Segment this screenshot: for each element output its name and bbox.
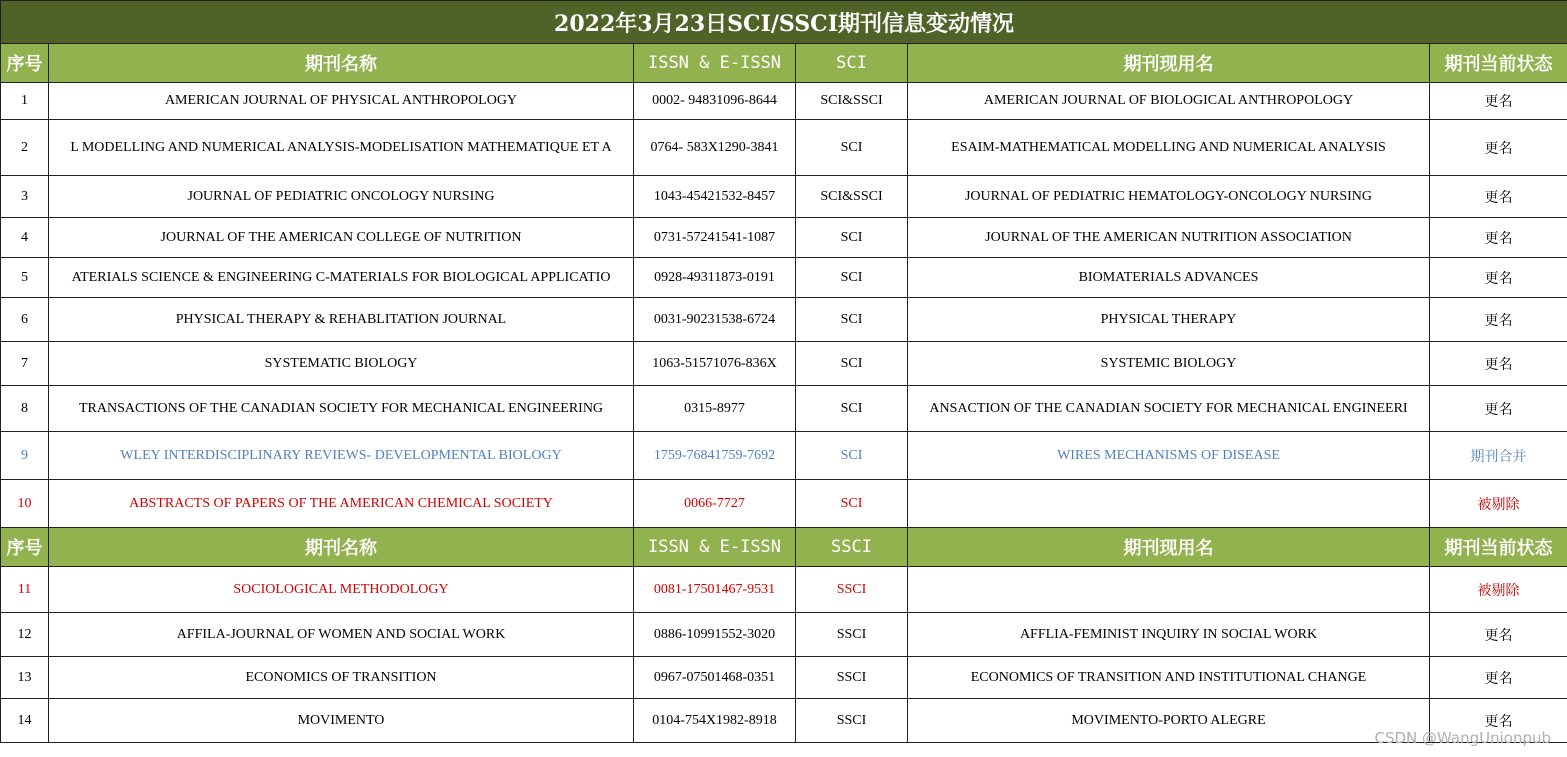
header-status: 期刊当前状态 [1430,44,1567,83]
cell-index: SCI [796,480,908,528]
cell-issn: 0731-57241541-1087 [634,218,796,258]
cell-journal-name: ATERIALS SCIENCE & ENGINEERING C-MATERIALS FOR BIOLOGICAL APPLICATIO [49,258,634,298]
cell-journal-name: SOCIOLOGICAL METHODOLOGY [49,567,634,613]
cell-issn: 1043-45421532-8457 [634,176,796,218]
table-row [1,432,1567,480]
table-row [1,386,1567,432]
cell-current-name: MOVIMENTO-PORTO ALEGRE [908,699,1430,743]
table-row [1,480,1567,528]
cell-issn: 0081-17501467-9531 [634,567,796,613]
cell-current-name: SYSTEMIC BIOLOGY [908,342,1430,386]
table-row [1,298,1567,342]
cell-status: 更名 [1430,699,1567,743]
cell-index: SCI [796,432,908,480]
cell-journal-name: JOURNAL OF THE AMERICAN COLLEGE OF NUTRITION [49,218,634,258]
cell-current-name [908,480,1430,528]
cell-index: SCI [796,298,908,342]
cell-issn: 0928-49311873-0191 [634,258,796,298]
cell-issn: 1063-51571076-836X [634,342,796,386]
cell-status: 更名 [1430,83,1567,120]
header-row [1,44,1567,83]
cell-no: 8 [1,386,49,432]
cell-status: 更名 [1430,657,1567,699]
cell-journal-name: JOURNAL OF PEDIATRIC ONCOLOGY NURSING [49,176,634,218]
header-no: 序号 [1,528,49,567]
table-row [1,657,1567,699]
cell-journal-name: AFFILA-JOURNAL OF WOMEN AND SOCIAL WORK [49,613,634,657]
cell-status: 被剔除 [1430,480,1567,528]
cell-current-name [908,567,1430,613]
cell-status: 被剔除 [1430,567,1567,613]
cell-journal-name: MOVIMENTO [49,699,634,743]
cell-no: 10 [1,480,49,528]
cell-index: SCI [796,342,908,386]
cell-index: SCI [796,218,908,258]
cell-status: 更名 [1430,120,1567,176]
table-row [1,120,1567,176]
cell-journal-name: ECONOMICS OF TRANSITION [49,657,634,699]
cell-issn: 0031-90231538-6724 [634,298,796,342]
cell-no: 6 [1,298,49,342]
cell-no: 9 [1,432,49,480]
cell-current-name: BIOMATERIALS ADVANCES [908,258,1430,298]
cell-issn: 0066-7727 [634,480,796,528]
header-current-name: 期刊现用名 [908,528,1430,567]
cell-current-name: ANSACTION OF THE CANADIAN SOCIETY FOR MECHANICAL ENGINEERI [908,386,1430,432]
cell-index: SSCI [796,657,908,699]
cell-current-name: ESAIM-MATHEMATICAL MODELLING AND NUMERICAL ANALYSIS [908,120,1430,176]
cell-status: 更名 [1430,258,1567,298]
header-no: 序号 [1,44,49,83]
header-current-name: 期刊现用名 [908,44,1430,83]
cell-status: 更名 [1430,298,1567,342]
cell-issn: 0967-07501468-0351 [634,657,796,699]
cell-no: 3 [1,176,49,218]
table-row [1,342,1567,386]
cell-issn: 0002- 94831096-8644 [634,83,796,120]
cell-no: 5 [1,258,49,298]
header-index: SSCI [796,528,908,567]
cell-index: SSCI [796,699,908,743]
cell-current-name: JOURNAL OF THE AMERICAN NUTRITION ASSOCIATION [908,218,1430,258]
cell-issn: 1759-76841759-7692 [634,432,796,480]
cell-index: SCI&SSCI [796,176,908,218]
table-row [1,567,1567,613]
table-row [1,83,1567,120]
cell-journal-name: SYSTEMATIC BIOLOGY [49,342,634,386]
cell-no: 13 [1,657,49,699]
cell-no: 2 [1,120,49,176]
cell-journal-name: TRANSACTIONS OF THE CANADIAN SOCIETY FOR MECHANICAL ENGINEERING [49,386,634,432]
cell-no: 4 [1,218,49,258]
cell-journal-name: WLEY INTERDISCIPLINARY REVIEWS- DEVELOPMENTAL BIOLOGY [49,432,634,480]
cell-current-name: ECONOMICS OF TRANSITION AND INSTITUTIONAL CHANGE [908,657,1430,699]
cell-current-name: AMERICAN JOURNAL OF BIOLOGICAL ANTHROPOLOGY [908,83,1430,120]
cell-index: SCI [796,258,908,298]
cell-status: 更名 [1430,386,1567,432]
cell-journal-name: PHYSICAL THERAPY & REHABLITATION JOURNAL [49,298,634,342]
cell-no: 14 [1,699,49,743]
cell-current-name: JOURNAL OF PEDIATRIC HEMATOLOGY-ONCOLOGY NURSING [908,176,1430,218]
header-journal-name: 期刊名称 [49,44,634,83]
cell-status: 更名 [1430,176,1567,218]
cell-issn: 0315-8977 [634,386,796,432]
cell-index: SCI [796,386,908,432]
watermark: CSDN @WangUnionpub [1374,729,1551,747]
table-title: 2022年3月23日SCI/SSCI期刊信息变动情况 [1,1,1567,44]
cell-index: SCI [796,120,908,176]
cell-status: 更名 [1430,342,1567,386]
cell-no: 12 [1,613,49,657]
cell-current-name: AFFLIA-FEMINIST INQUIRY IN SOCIAL WORK [908,613,1430,657]
cell-index: SSCI [796,567,908,613]
cell-issn: 0886-10991552-3020 [634,613,796,657]
cell-status: 更名 [1430,613,1567,657]
cell-no: 11 [1,567,49,613]
cell-issn: 0764- 583X1290-3841 [634,120,796,176]
cell-index: SSCI [796,613,908,657]
table-row [1,176,1567,218]
cell-index: SCI&SSCI [796,83,908,120]
cell-status: 期刊合并 [1430,432,1567,480]
table-row [1,218,1567,258]
table-row [1,258,1567,298]
cell-current-name: WIRES MECHANISMS OF DISEASE [908,432,1430,480]
header-journal-name: 期刊名称 [49,528,634,567]
cell-no: 7 [1,342,49,386]
cell-no: 1 [1,83,49,120]
cell-current-name: PHYSICAL THERAPY [908,298,1430,342]
cell-journal-name: ABSTRACTS OF PAPERS OF THE AMERICAN CHEMICAL SOCIETY [49,480,634,528]
cell-journal-name: L MODELLING AND NUMERICAL ANALYSIS-MODELISATION MATHEMATIQUE ET A [49,120,634,176]
table-row [1,699,1567,743]
header-issn: ISSN & E-ISSN [634,44,796,83]
header-row [1,528,1567,567]
table-row [1,613,1567,657]
cell-status: 更名 [1430,218,1567,258]
cell-issn: 0104-754X1982-8918 [634,699,796,743]
header-status: 期刊当前状态 [1430,528,1567,567]
cell-journal-name: AMERICAN JOURNAL OF PHYSICAL ANTHROPOLOGY [49,83,634,120]
header-index: SCI [796,44,908,83]
header-issn: ISSN & E-ISSN [634,528,796,567]
